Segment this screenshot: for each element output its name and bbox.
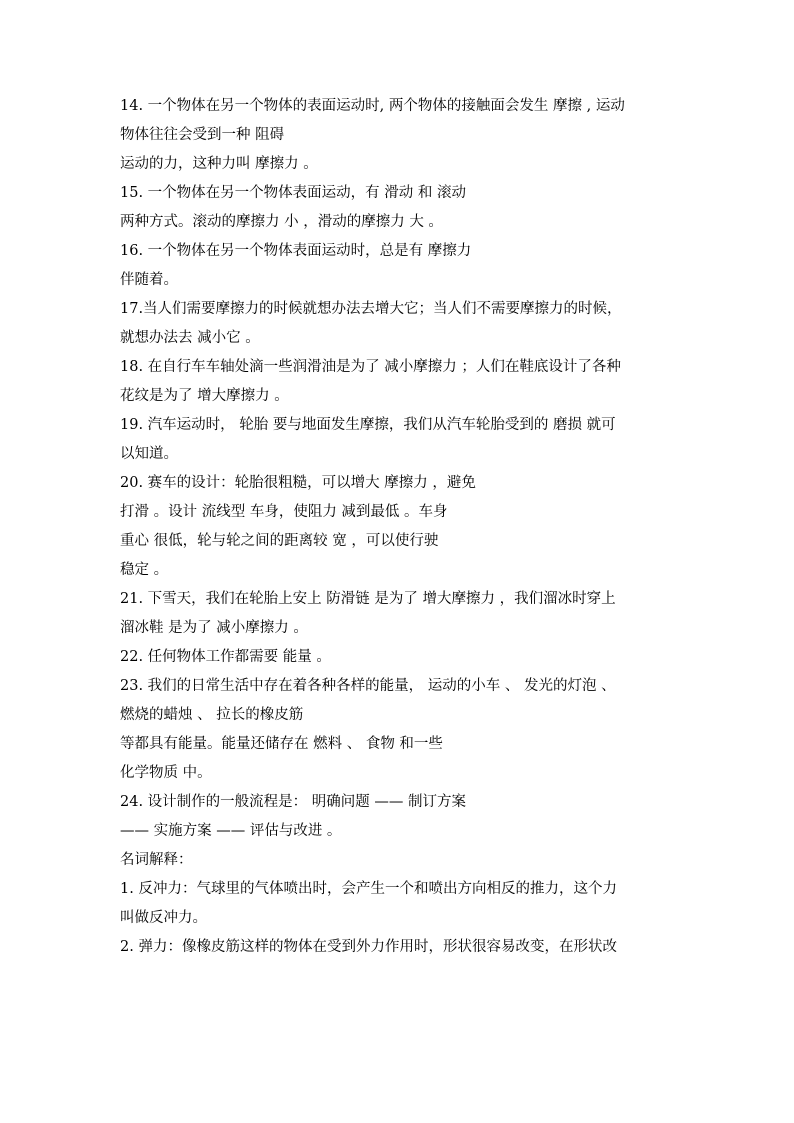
text-line: 20. 赛车的设计：轮胎很粗糙，可以增大 摩擦力 ，避免 <box>120 475 476 491</box>
text-line: 等都具有能量。能量还储存在 燃料 、 食物 和一些 <box>120 736 443 752</box>
text-line: 1. 反冲力：气球里的气体喷出时，会产生一个和喷出方向相反的推力，这个力 <box>120 881 617 897</box>
text-line: 18. 在自行车车轴处滴一些润滑油是为了 减小摩擦力 ；人们在鞋底设计了各种 <box>120 359 621 375</box>
text-line: 14. 一个物体在另一个物体的表面运动时, 两个物体的接触面会发生 摩擦 , 运动 <box>120 98 625 114</box>
text-line: 2. 弹力：像橡皮筋这样的物体在受到外力作用时，形状很容易改变，在形状改 <box>120 939 617 955</box>
text-line: 叫做反冲力。 <box>120 910 207 926</box>
text-line: 24. 设计制作的一般流程是： 明确问题 —— 制订方案 <box>120 794 466 810</box>
text-line: 打滑 。设计 流线型 车身，使阻力 减到最低 。车身 <box>120 504 448 520</box>
text-line: 21. 下雪天，我们在轮胎上安上 防滑链 是为了 增大摩擦力 ，我们溜冰时穿上 <box>120 591 616 607</box>
text-line: 17.当人们需要摩擦力的时候就想办法去增大它；当人们不需要摩擦力的时候， <box>120 301 622 317</box>
text-line: 两种方式。滚动的摩擦力 小 ，滑动的摩擦力 大 。 <box>120 214 443 230</box>
text-line: 15. 一个物体在另一个物体表面运动，有 滑动 和 滚动 <box>120 185 466 201</box>
document-body <box>120 92 680 962</box>
text-line: 23. 我们的日常生活中存在着各种各样的能量， 运动的小车 、 发光的灯泡 、 <box>120 678 616 694</box>
text-line: 化学物质 中。 <box>120 765 212 781</box>
text-line: 19. 汽车运动时， 轮胎 要与地面发生摩擦，我们从汽车轮胎受到的 磨损 就可 <box>120 417 616 433</box>
text-line: 稳定 。 <box>120 562 169 578</box>
text-line: 燃烧的蜡烛 、 拉长的橡皮筋 <box>120 707 304 723</box>
text-line: 22. 任何物体工作都需要 能量 。 <box>120 649 331 665</box>
text-line: 运动的力，这种力叫 摩擦力 。 <box>120 156 318 172</box>
text-line: 重心 很低，轮与轮之间的距离较 宽 ，可以使行驶 <box>120 533 439 549</box>
text-line: 16. 一个物体在另一个物体表面运动时，总是有 摩擦力 <box>120 243 472 259</box>
text-line: 物体往往会受到一种 阻碍 <box>120 127 285 143</box>
text-line: —— 实施方案 —— 评估与改进 。 <box>120 823 342 839</box>
text-line: 花纹是为了 增大摩擦力 。 <box>120 388 289 404</box>
text-line: 以知道。 <box>120 446 178 462</box>
text-line: 溜冰鞋 是为了 减小摩擦力 。 <box>120 620 308 636</box>
text-line: 就想办法去 减小它 。 <box>120 330 260 346</box>
text-line: 伴随着。 <box>120 272 178 288</box>
section-heading: 名词解释： <box>120 852 193 868</box>
